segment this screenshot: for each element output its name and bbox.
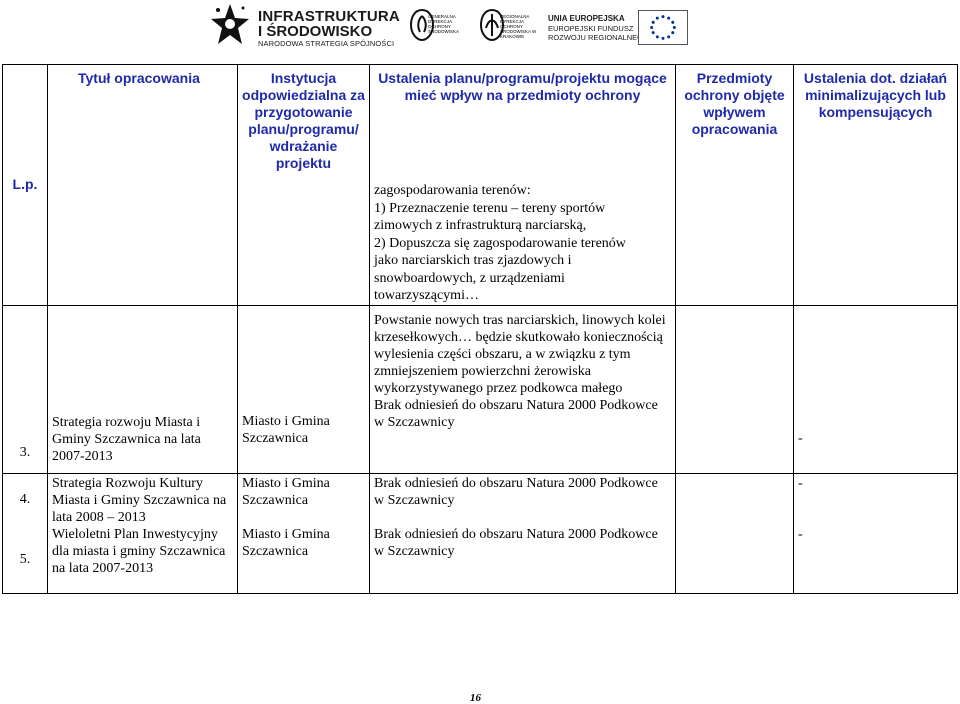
table-row (3, 526, 958, 594)
continuation-text: zagospodarowania terenów: 1) Przeznaczenie terenu – tereny sportów zimowych z infrastrukturą narciarską, 2) Dopuszcza się zagospodarowanie terenów jako narciarskich tras zjazdowych i snowboardowych, z urządzeniami towarzyszącymi… (374, 183, 626, 303)
row-subjects (676, 473, 794, 526)
header-provisions-label: Ustalenia planu/programu/projektu mogące mieć wpływ na przedmioty ochrony (378, 70, 667, 103)
table-row (3, 305, 958, 473)
page-number: 16 (470, 692, 481, 704)
row-institution: Miasto i Gmina Szczawnica (238, 526, 370, 594)
plans-table (2, 64, 958, 594)
row-number: 3. (3, 305, 48, 473)
header-institution: Instytucja odpowiedzialna za przygotowanie planu/programu/ wdrażanie projektu (238, 65, 370, 306)
row-subjects (676, 526, 794, 594)
row-subjects (676, 305, 794, 473)
eu-logo-text (548, 14, 649, 42)
rdos-caption: REGIONALNA DYREKCJA OCHRONY ŚRODOWISKA W KRAKOWIE (500, 14, 537, 39)
infrastructure-logo-text (258, 10, 400, 48)
header-title: Tytuł opracowania (48, 65, 238, 306)
logo-header (0, 0, 960, 60)
row-provisions: Powstanie nowych tras narciarskich, linowych kolei krzesełkowych… będzie skutkowało koniecznością wylesienia części obszaru, a w związku z tym zmniejszeniem powierzchni żerowiska wykorzystywanego przez podkowca małego Brak odniesień do obszaru Natura 2000 Podkowce w Szczawnicy (370, 305, 676, 473)
infra-line3: NARODOWA STRATEGIA SPÓJNOŚCI (258, 39, 395, 48)
infra-line1: INFRASTRUKTURA (258, 8, 400, 25)
row-measures: - (794, 473, 958, 526)
row-provisions: Brak odniesień do obszaru Natura 2000 Podkowce w Szczawnicy (370, 473, 676, 526)
row-institution: Miasto i Gmina Szczawnica (238, 473, 370, 526)
header-subjects: Przedmioty ochrony objęte wpływem opracowania (676, 65, 794, 306)
eu-line2: EUROPEJSKI FUNDUSZ (548, 24, 634, 33)
row-institution: Miasto i Gmina Szczawnica (238, 305, 370, 473)
row-provisions: Brak odniesień do obszaru Natura 2000 Podkowce w Szczawnicy (370, 526, 676, 594)
row-title: Wieloletni Plan Inwestycyjny dla miasta i gminy Szczawnica na lata 2007-2013 (48, 526, 238, 594)
row-title: Strategia Rozwoju Kultury Miasta i Gminy Szczawnica na lata 2008 – 2013 (48, 473, 238, 526)
table-row (3, 473, 958, 526)
row-number: 5. (3, 526, 48, 594)
eu-line1: UNIA EUROPEJSKA (548, 14, 625, 23)
header-measures: Ustalenia dot. działań minimalizujących lub kompensujących (794, 65, 958, 306)
header-lp: L.p. (3, 65, 48, 306)
infrastructure-star-logo-icon (210, 2, 250, 48)
header-provisions (370, 65, 676, 306)
gdos-caption: GENERALNA DYREKCJA OCHRONY ŚRODOWISKA (428, 14, 460, 34)
eu-flag-icon (638, 10, 688, 45)
row-title: Strategia rozwoju Miasta i Gminy Szczawnica na lata 2007-2013 (48, 305, 238, 473)
row-number: 4. (3, 473, 48, 526)
header-row (3, 65, 958, 306)
eu-line3: ROZWOJU REGIONALNEGO (548, 33, 649, 42)
row-measures: - (794, 526, 958, 594)
infra-line2: I ŚRODOWISKO (258, 23, 373, 40)
row-measures: - (794, 305, 958, 473)
